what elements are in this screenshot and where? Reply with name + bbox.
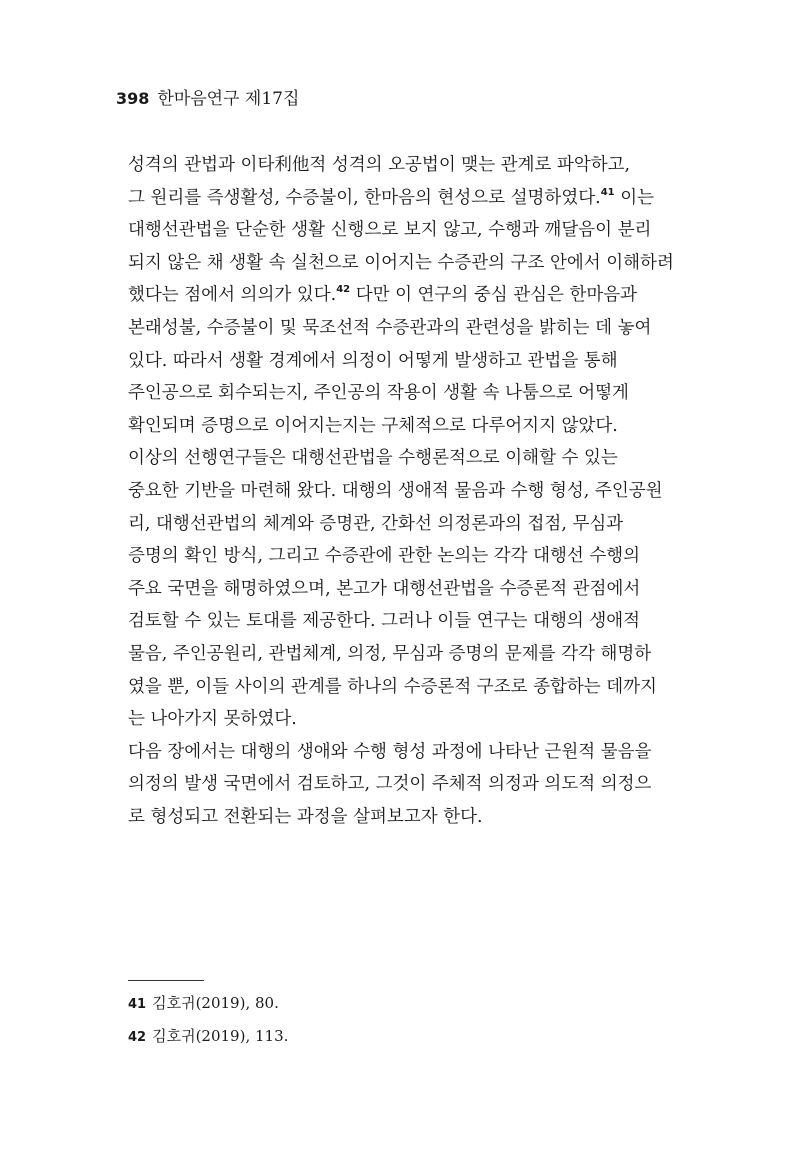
body-line (128, 377, 674, 409)
footnote-ref: 42 (336, 284, 351, 296)
footnote (128, 1025, 288, 1046)
footnote-text: 김호귀(2019), 80. (152, 994, 279, 1012)
body-line (128, 540, 674, 572)
body-line (128, 410, 674, 442)
body-line (128, 149, 674, 181)
line-text: 였을 뿐, 이들 사이의 관계를 하나의 수증론적 구조로 종합하는 데까지 (128, 676, 657, 697)
line-text-after: 다만 이 연구의 중심 관심은 한마음과 (350, 285, 638, 306)
line-text: 물음, 주인공원리, 관법체계, 의정, 무심과 증명의 문제를 각각 해명하 (128, 644, 652, 664)
line-text: 주요 국면을 해명하였으며, 본고가 대행선관법을 수증론적 관점에서 (128, 578, 641, 599)
footnote-text: 김호귀(2019), 113. (152, 1027, 289, 1045)
body-line (128, 605, 674, 637)
body-line (128, 214, 674, 246)
line-text: 중요한 기반을 마련해 왔다. 대행의 생애적 물음과 수행 형성, 주인공원 (128, 481, 663, 501)
body-line (128, 442, 674, 474)
line-text: 로 형성되고 전환되는 과정을 살펴보고자 한다. (128, 807, 483, 827)
line-text: 이상의 선행연구들은 대행선관법을 수행론적으로 이해할 수 있는 (128, 448, 618, 469)
body-line (128, 182, 674, 214)
footnote (128, 992, 279, 1013)
body-line (128, 573, 674, 605)
line-text: 성격의 관법과 이타利他적 성격의 오공법이 맺는 관계로 파악하고, (128, 155, 631, 175)
body-line (128, 801, 674, 833)
body-line (128, 671, 674, 703)
page-number: 398 (116, 89, 150, 108)
body-line (128, 703, 674, 735)
body-line (128, 508, 674, 540)
line-text: 증명의 확인 방식, 그리고 수증관에 관한 논의는 각각 대행선 수행의 (128, 546, 641, 567)
body-line (128, 768, 674, 800)
line-text: 있다. 따라서 생활 경계에서 의정이 어떻게 발생하고 관법을 통해 (128, 350, 618, 371)
line-text: 리, 대행선관법의 체계와 증명관, 간화선 의정론과의 접점, 무심과 (128, 513, 624, 534)
line-text: 검토할 수 있는 토대를 제공한다. 그러나 이들 연구는 대행의 생애적 (128, 611, 641, 632)
body-line (128, 475, 674, 507)
line-text-after: 이는 (614, 187, 654, 208)
body-line (128, 247, 674, 279)
footnote-ref: 41 (600, 186, 615, 198)
line-text: 확인되며 증명으로 이어지는지는 구체적으로 다루어지지 않았다. (128, 415, 618, 436)
line-text: 주인공으로 회수되는지, 주인공의 작용이 생활 속 나툼으로 어떻게 (128, 383, 629, 404)
body-line (128, 638, 674, 670)
footnote-number: 41 (128, 997, 147, 1012)
body-line (128, 279, 674, 311)
line-text: 의정의 발생 국면에서 검토하고, 그것이 주체적 의정과 의도적 의정으 (128, 774, 652, 795)
body-line (128, 312, 674, 344)
line-text: 되지 않은 채 생활 속 실천으로 이어지는 수증관의 구조 안에서 이해하려 (128, 252, 674, 273)
line-text: 했다는 점에서 의의가 있다. (128, 285, 337, 306)
body-line (128, 345, 674, 377)
line-text: 본래성불, 수증불이 및 묵조선적 수증관과의 관련성을 밝히는 데 놓여 (128, 318, 652, 338)
line-text: 그 원리를 즉생활성, 수증불이, 한마음의 현성으로 설명하였다. (128, 187, 601, 208)
body-line (128, 736, 674, 768)
footnote-divider (128, 980, 204, 981)
journal-title: 한마음연구 제17집 (157, 89, 300, 109)
footnote-number: 42 (128, 1030, 147, 1045)
line-text: 대행선관법을 단순한 생활 신행으로 보지 않고, 수행과 깨달음이 분리 (128, 220, 652, 241)
running-head (116, 84, 299, 109)
line-text: 는 나아가지 못하였다. (128, 709, 297, 730)
line-text: 다음 장에서는 대행의 생애와 수행 형성 과정에 나타난 근원적 물음을 (128, 741, 652, 762)
